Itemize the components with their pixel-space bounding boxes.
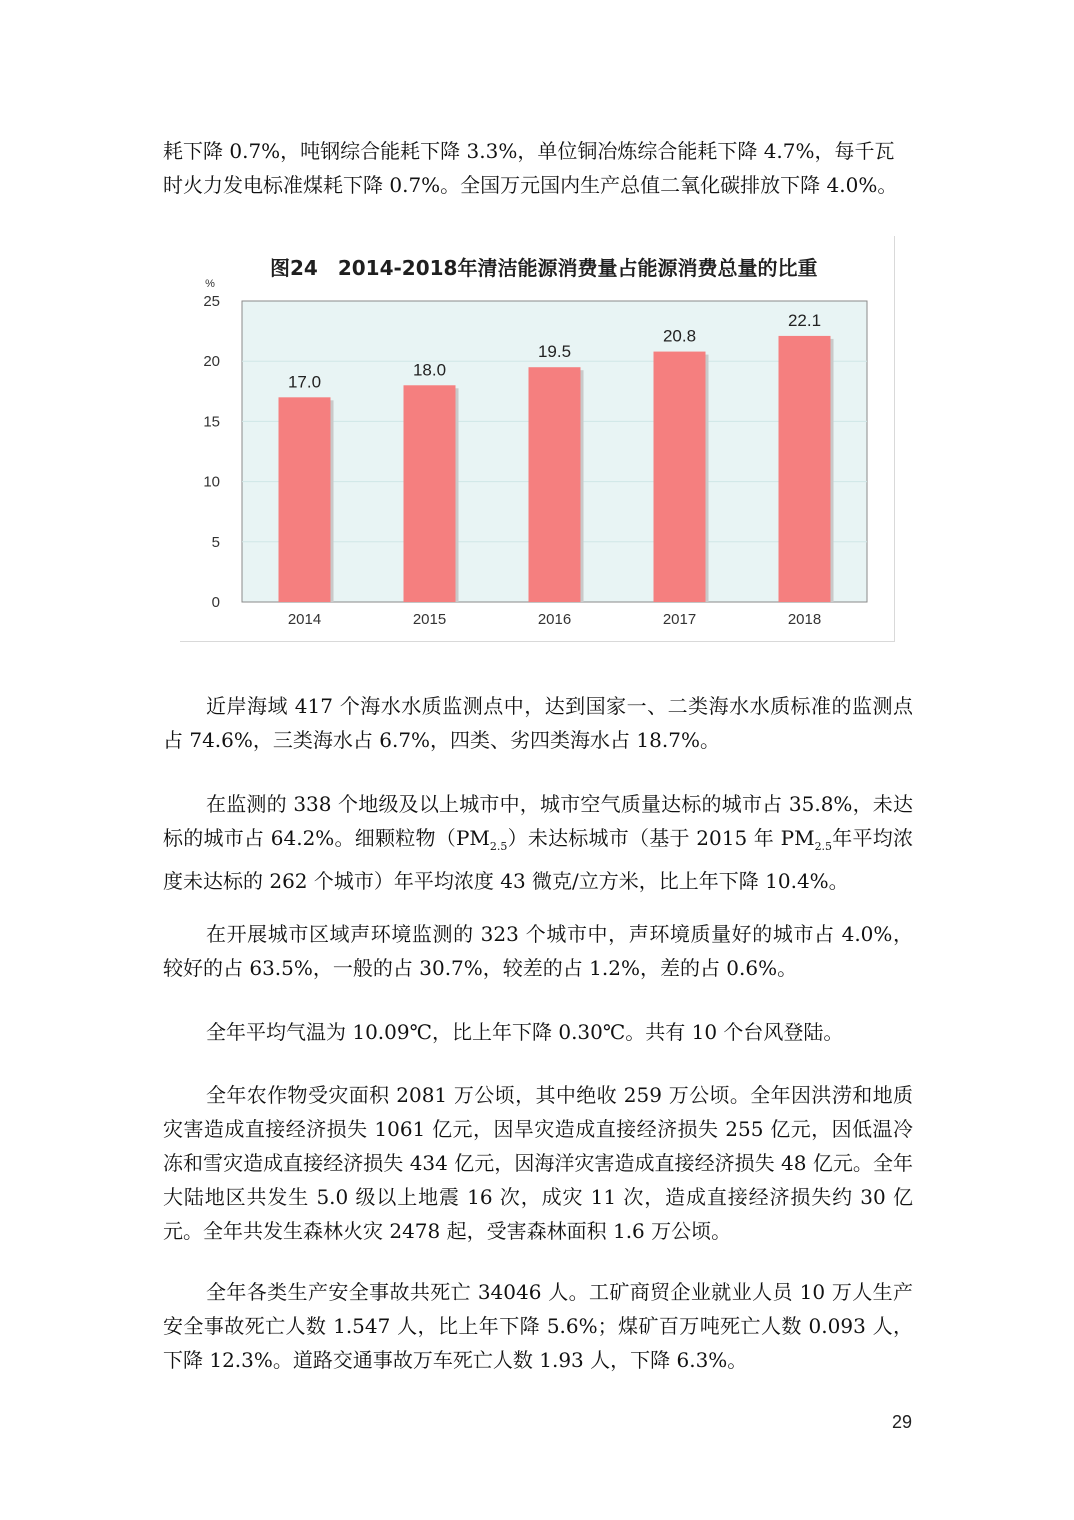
paragraph-noise: 在开展城市区域声环境监测的 323 个城市中，声环境质量好的城市占 4.0%，较好的占 63.5%，一般的占 30.7%，较差的占 1.2%，差的占 0.6%。 [163,922,913,980]
air-quality-text-1: 在监测的 338 个地级及以上城市中，城市空气质量达标的城市占 35.8%，未达标的城市占 64.2%。细颗粒物（PM [163,792,913,850]
y-tick-label: 5 [211,533,220,551]
y-tick-label: 0 [211,594,220,611]
x-tick-label: 2014 [287,611,322,628]
air-quality-text-2: ）未达标城市（基于 2015 年 PM [507,826,815,850]
paragraph-sea-water: 近岸海域 417 个海水水质监测点中，达到国家一、二类海水水质标准的监测点占 74.6%，三类海水占 6.7%，四类、劣四类海水占 18.7%。 [163,694,913,752]
paragraph-disasters: 全年农作物受灾面积 2081 万公顷，其中绝收 259 万公顷。全年因洪涝和地质灾害造成直接经济损失 1061 亿元，因旱灾造成直接经济损失 255 亿元，因低温冷冻和雪灾造成直接经济损失 434 亿元，因海洋灾害造成直接经济损失 48 亿元。全年大陆地区共发生 5.0 级以上地震 16 次，成灾 11 次，造成直接经济损失约 30 亿元。全年共发生森林火灾 2478 起，受害森林面积 1.6 万公顷。 [163,1083,913,1243]
bar [779,336,831,602]
top-text [163,134,913,202]
top-text-line-2: 时火力发电标准煤耗下降 0.7%。全国万元国内生产总值二氧化碳排放下降 4.0%。 [163,173,898,197]
bar-value-label: 19.5 [537,342,572,362]
chart-figure [180,236,895,642]
paragraph-temperature: 全年平均气温为 10.09℃，比上年下降 0.30℃。共有 10 个台风登陆。 [206,1020,844,1044]
x-tick-label: 2018 [787,611,822,628]
bar-value-label: 17.0 [287,372,322,392]
y-tick-label: 10 [203,473,220,491]
page-number: 29 [891,1412,912,1432]
pm25-subscript-1: 2.5 [489,840,508,853]
paragraph-safety: 全年各类生产安全事故共死亡 34046 人。工矿商贸企业就业人员 10 万人生产安全事故死亡人数 1.547 人，比上年下降 5.6%；煤矿百万吨死亡人数 0.093 人，下降 12.3%。道路交通事故万车死亡人数 1.93 人，下降 6.3%。 [163,1280,913,1372]
bar [529,367,581,602]
pm25-subscript-2: 2.5 [814,840,833,853]
x-tick-label: 2015 [412,611,447,628]
bar-value-label: 18.0 [412,360,447,380]
bar-value-label: 22.1 [787,310,822,330]
bar [654,352,706,602]
bar [404,385,456,602]
bar [279,397,331,602]
air-quality-text-3: 年平均浓度未达标的 262 个城市）年平均浓度 43 微克/立方米，比上年下降 10.4%。 [163,826,913,893]
x-tick-label: 2017 [662,611,697,628]
bar-chart [180,236,894,641]
y-tick-label: 15 [203,413,220,431]
bar-value-label: 20.8 [662,326,697,346]
top-text-line-1: 耗下降 0.7%，吨钢综合能耗下降 3.3%，单位铜冶炼综合能耗下降 4.7%，每千瓦 [163,139,895,163]
chart-title: 图24 2014-2018年清洁能源消费量占能源消费总量的比重 [270,256,818,280]
y-tick-label: 20 [203,353,220,371]
x-tick-label: 2016 [537,611,572,628]
paragraph-air-quality [163,787,913,898]
y-tick-label: 25 [203,293,220,310]
y-axis-unit: % [205,278,215,290]
